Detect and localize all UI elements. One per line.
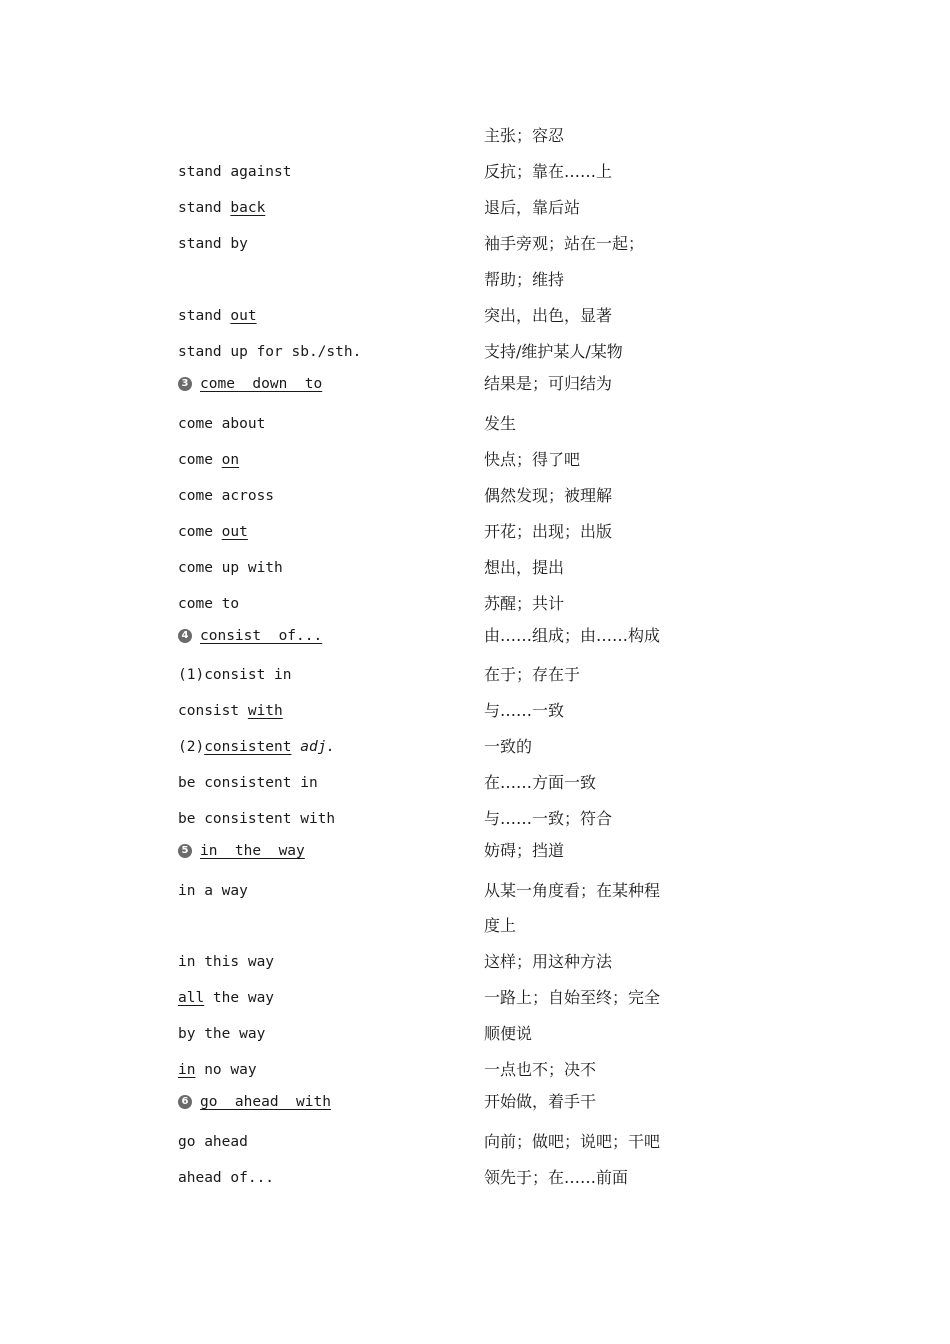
phrase-underlined: back bbox=[230, 200, 266, 216]
phrase bbox=[178, 732, 335, 762]
phrase bbox=[178, 1055, 257, 1085]
meaning: 快点；得了吧 bbox=[484, 450, 581, 469]
list-item bbox=[0, 553, 950, 583]
phrase bbox=[178, 193, 265, 223]
list-item bbox=[0, 157, 950, 187]
phrase: stand by bbox=[178, 236, 248, 252]
list-item bbox=[0, 1019, 950, 1049]
meaning: 在……方面一致 bbox=[484, 773, 597, 792]
phrase: come up with bbox=[178, 560, 283, 576]
phrase: go ahead bbox=[178, 1134, 248, 1150]
phrase-prefix: come bbox=[178, 452, 222, 468]
meaning: 发生 bbox=[484, 414, 517, 433]
phrase-underlined: consist of... bbox=[200, 628, 323, 644]
list-item bbox=[0, 660, 950, 690]
phrase bbox=[178, 696, 283, 726]
phrase-prefix: consist bbox=[178, 703, 248, 719]
list-item-heading bbox=[0, 369, 950, 399]
phrase: be consistent with bbox=[178, 811, 336, 827]
phrase bbox=[178, 373, 322, 395]
meaning: 领先于；在……前面 bbox=[484, 1168, 629, 1187]
phrase-underlined: with bbox=[247, 703, 283, 719]
phrase-underlined: come down to bbox=[200, 376, 323, 392]
phrase-prefix: stand bbox=[178, 200, 231, 216]
list-item bbox=[0, 445, 950, 475]
phrase: in this way bbox=[178, 954, 275, 970]
part-of-speech: adj. bbox=[291, 739, 336, 755]
list-item bbox=[0, 1055, 950, 1085]
meaning: 突出，出色，显著 bbox=[484, 306, 613, 325]
meaning: 支持/维护某人/某物 bbox=[484, 342, 623, 361]
phrase bbox=[178, 445, 239, 475]
meaning: 退后，靠后站 bbox=[484, 198, 581, 217]
list-item bbox=[0, 121, 950, 151]
meaning: 与……一致 bbox=[484, 701, 565, 720]
phrase bbox=[178, 983, 274, 1013]
list-item-heading bbox=[0, 621, 950, 651]
phrase-underlined: all bbox=[178, 990, 205, 1006]
list-item bbox=[0, 732, 950, 762]
list-item bbox=[0, 517, 950, 547]
phrase-underlined: out bbox=[221, 524, 248, 540]
phrase-underlined: go ahead with bbox=[200, 1094, 331, 1110]
meaning: 偶然发现；被理解 bbox=[484, 486, 613, 505]
meaning: 主张；容忍 bbox=[484, 126, 565, 145]
phrase-underlined: in bbox=[178, 1062, 196, 1078]
phrase: come to bbox=[178, 596, 240, 612]
meaning: 开始做，着手干 bbox=[484, 1092, 597, 1111]
list-item bbox=[0, 696, 950, 726]
phrase-prefix: come bbox=[178, 524, 222, 540]
phrase: by the way bbox=[178, 1026, 266, 1042]
list-item bbox=[0, 589, 950, 619]
phrase bbox=[178, 625, 322, 647]
list-item bbox=[0, 1127, 950, 1157]
meaning: 开花；出现；出版 bbox=[484, 522, 613, 541]
meaning: 在于；存在于 bbox=[484, 665, 581, 684]
phrase: stand up for sb./sth. bbox=[178, 344, 362, 360]
meaning: 袖手旁观；站在一起； bbox=[484, 234, 645, 253]
number-badge: 6 bbox=[178, 1095, 192, 1109]
meaning: 向前；做吧；说吧；干吧 bbox=[484, 1132, 661, 1151]
phrase-suffix: the way bbox=[204, 990, 275, 1006]
meaning: 从某一角度看；在某种程 bbox=[484, 881, 661, 900]
number-badge: 3 bbox=[178, 377, 192, 391]
list-item-heading bbox=[0, 836, 950, 866]
list-item bbox=[0, 301, 950, 331]
phrase: (1)consist in bbox=[178, 667, 292, 683]
meaning: 想出，提出 bbox=[484, 558, 565, 577]
phrase-underlined: in the way bbox=[200, 843, 305, 859]
list-item bbox=[0, 804, 950, 834]
phrase-underlined: consistent bbox=[204, 739, 292, 755]
phrase: come about bbox=[178, 416, 266, 432]
meaning: 一点也不；决不 bbox=[484, 1060, 597, 1079]
phrase: come across bbox=[178, 488, 275, 504]
list-item bbox=[0, 337, 950, 367]
list-item bbox=[0, 911, 950, 941]
meaning: 度上 bbox=[484, 916, 517, 935]
phrase bbox=[178, 840, 305, 862]
phrase: ahead of... bbox=[178, 1170, 275, 1186]
list-item bbox=[0, 229, 950, 259]
phrase-suffix: no way bbox=[195, 1062, 257, 1078]
phrase bbox=[178, 301, 257, 331]
number-badge: 5 bbox=[178, 844, 192, 858]
meaning: 这样；用这种方法 bbox=[484, 952, 613, 971]
list-item bbox=[0, 193, 950, 223]
meaning: 顺便说 bbox=[484, 1024, 533, 1043]
phrase-prefix: stand bbox=[178, 308, 231, 324]
list-item bbox=[0, 983, 950, 1013]
meaning: 苏醒；共计 bbox=[484, 594, 565, 613]
list-item bbox=[0, 409, 950, 439]
phrase: be consistent in bbox=[178, 775, 318, 791]
phrase-prefix: (2) bbox=[178, 739, 205, 755]
meaning: 一路上；自始至终；完全 bbox=[484, 988, 661, 1007]
phrase-underlined: on bbox=[221, 452, 240, 468]
meaning: 一致的 bbox=[484, 737, 533, 756]
number-badge: 4 bbox=[178, 629, 192, 643]
meaning: 与……一致；符合 bbox=[484, 809, 613, 828]
phrase: stand against bbox=[178, 164, 292, 180]
phrase: in a way bbox=[178, 883, 248, 899]
phrase bbox=[178, 517, 248, 547]
meaning: 帮助；维持 bbox=[484, 270, 565, 289]
list-item bbox=[0, 481, 950, 511]
list-item bbox=[0, 768, 950, 798]
phrase-underlined: out bbox=[230, 308, 257, 324]
meaning: 由……组成；由……构成 bbox=[484, 626, 661, 645]
list-item bbox=[0, 265, 950, 295]
meaning: 反抗；靠在……上 bbox=[484, 162, 613, 181]
meaning: 妨碍；挡道 bbox=[484, 841, 565, 860]
phrase bbox=[178, 1091, 331, 1113]
list-item bbox=[0, 947, 950, 977]
list-item bbox=[0, 876, 950, 906]
meaning: 结果是；可归结为 bbox=[484, 374, 613, 393]
list-item-heading bbox=[0, 1087, 950, 1117]
list-item bbox=[0, 1163, 950, 1193]
